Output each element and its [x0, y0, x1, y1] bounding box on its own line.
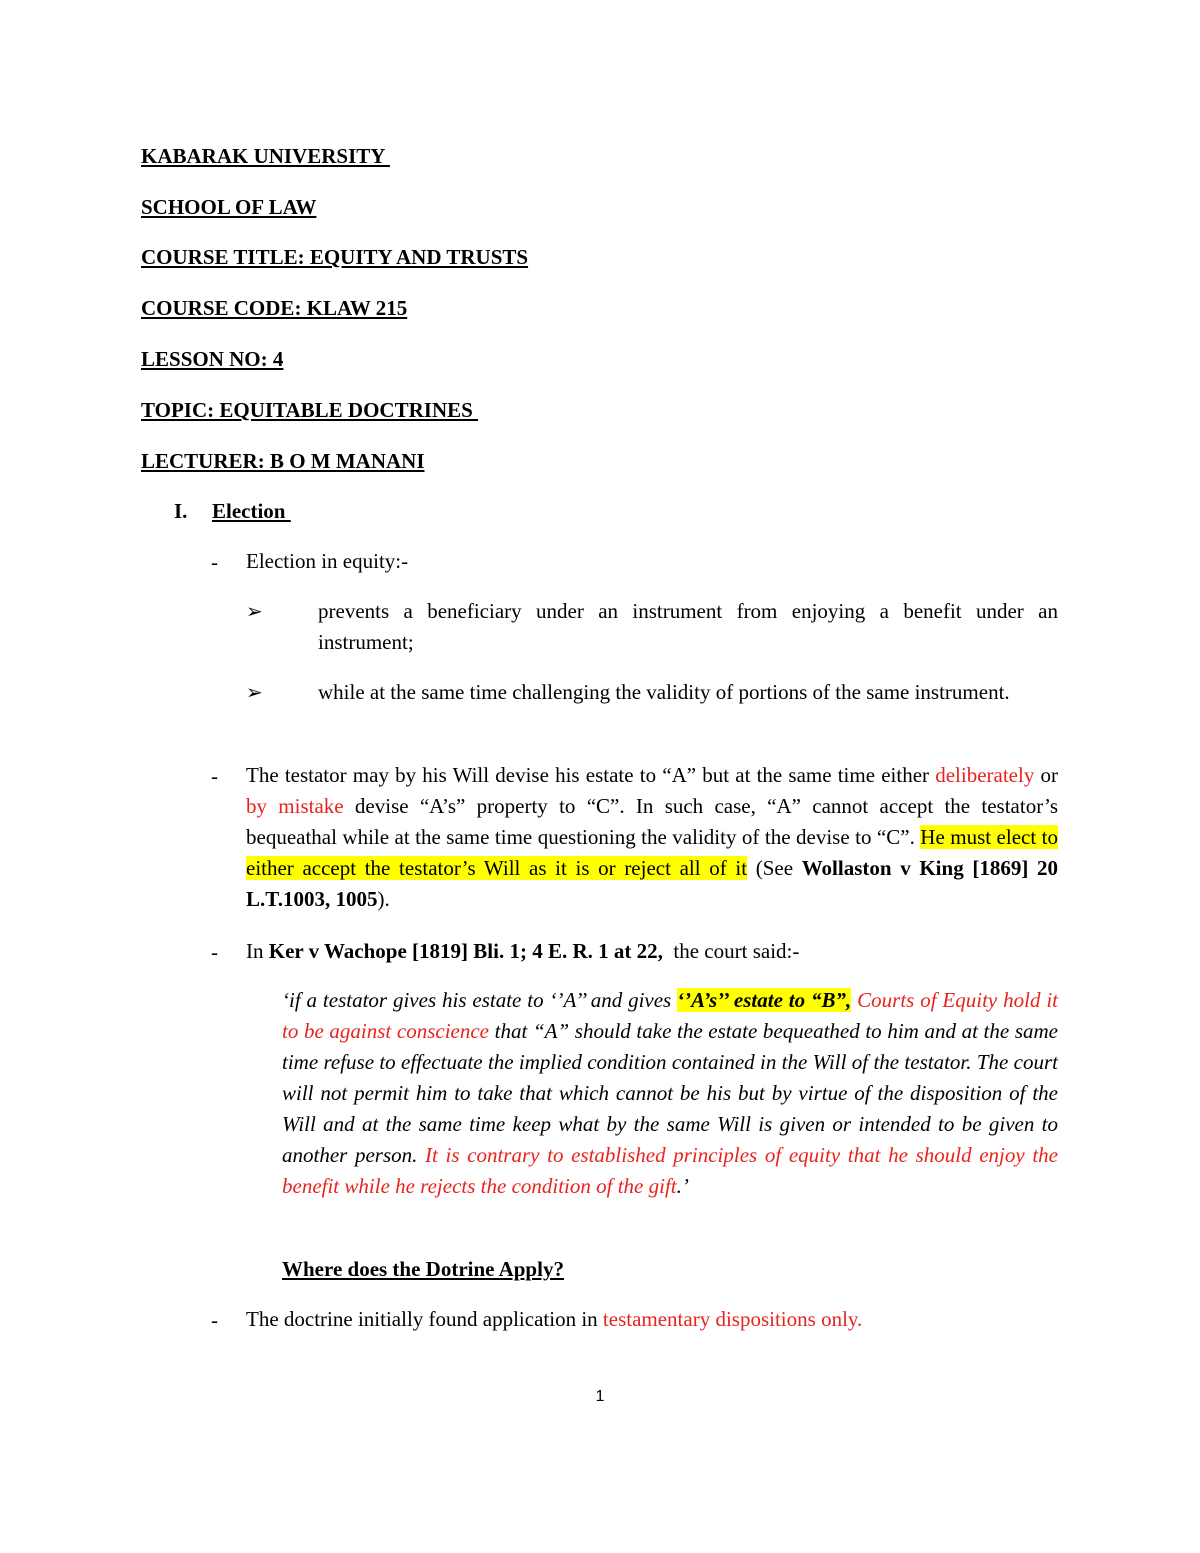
- case-citation: Ker v Wachope [1819] Bli. 1; 4 E. R. 1 at 22,: [268, 939, 663, 963]
- dash-bullet: -: [211, 764, 218, 788]
- text-run: or: [1034, 763, 1058, 787]
- arrow-item-2: while at the same time challenging the validity of portions of the same instrument.: [318, 680, 1010, 704]
- highlighted-text: He must elect to either accept the testator’s Will as it is or reject all of it: [246, 825, 1058, 880]
- red-quote-text: Courts of Equity hold it to be against conscience: [282, 988, 1058, 1043]
- text-run: The testator may by his Will devise his estate to “A” but at the same time either: [246, 763, 936, 787]
- election-intro: Election in equity:-: [246, 549, 409, 573]
- red-text-by-mistake: by mistake: [246, 794, 344, 818]
- court-quote: [282, 985, 1058, 1202]
- red-text-deliberately: deliberately: [935, 763, 1035, 787]
- course-code-heading: COURSE CODE: KLAW 215: [141, 296, 408, 320]
- text-run: In: [246, 939, 269, 963]
- text-run: devise “A’s” property to “C”. In such case, “A” cannot accept the testator’s bequeathal while at the same time questioning the validity of the devise to “C”.: [246, 794, 1058, 849]
- text-run: ‘if a testator gives his estate to ‘’A’’ and gives: [282, 988, 678, 1012]
- doctrine-paragraph: [246, 1304, 1058, 1335]
- dash-bullet: -: [211, 1308, 218, 1332]
- arrow-bullet-icon: ➢: [246, 682, 263, 704]
- topic-heading: TOPIC: EQUITABLE DOCTRINES: [141, 398, 479, 422]
- text-run: (See: [747, 856, 802, 880]
- page-number: 1: [595, 1388, 605, 1405]
- ker-paragraph: [246, 936, 1058, 967]
- dash-bullet: -: [211, 940, 218, 964]
- lesson-heading: LESSON NO: 4: [141, 347, 284, 371]
- course-title-heading: COURSE TITLE: EQUITY AND TRUSTS: [141, 245, 529, 269]
- school-heading: SCHOOL OF LAW: [141, 195, 317, 219]
- section-heading: [174, 498, 291, 524]
- text-run: the court said:-: [662, 939, 800, 963]
- dash-bullet: -: [211, 550, 218, 574]
- highlighted-bold-text: ‘’A’s’’ estate to “B”,: [677, 988, 852, 1012]
- section-number: I.: [174, 499, 188, 523]
- text-run: .’: [676, 1174, 689, 1198]
- text-run: that “A” should take the estate bequeathed to him and at the same time refuse to effectuate the implied condition contained in the Will of the testator. The court will not permit him to take that which cannot be his but by virtue of the disposition of the Will and at the same time keep what by the same Will is given or intended to be given to another person.: [282, 1019, 1058, 1167]
- case-citation: Wollaston v King [1869] 20 L.T.1003, 1005: [246, 856, 1058, 911]
- arrow-item-1: prevents a beneficiary under an instrument from enjoying a benefit under an instrument;: [318, 599, 1058, 654]
- subheading-doctrine: Where does the Dotrine Apply?: [282, 1257, 564, 1281]
- arrow-bullet-icon: ➢: [246, 601, 263, 623]
- red-quote-text: It is contrary to established principles of equity that he should enjoy the benefit while he rejects the condition of the gift: [282, 1143, 1058, 1198]
- lecturer-heading: LECTURER: B O M MANANI: [141, 449, 425, 473]
- section-title: Election: [212, 499, 291, 523]
- testator-paragraph: [246, 760, 1058, 915]
- text-run: The doctrine initially found application in: [246, 1307, 603, 1331]
- university-heading: KABARAK UNIVERSITY: [141, 144, 390, 168]
- text-run: ).: [377, 887, 390, 911]
- red-text-testamentary: testamentary dispositions only.: [602, 1307, 863, 1331]
